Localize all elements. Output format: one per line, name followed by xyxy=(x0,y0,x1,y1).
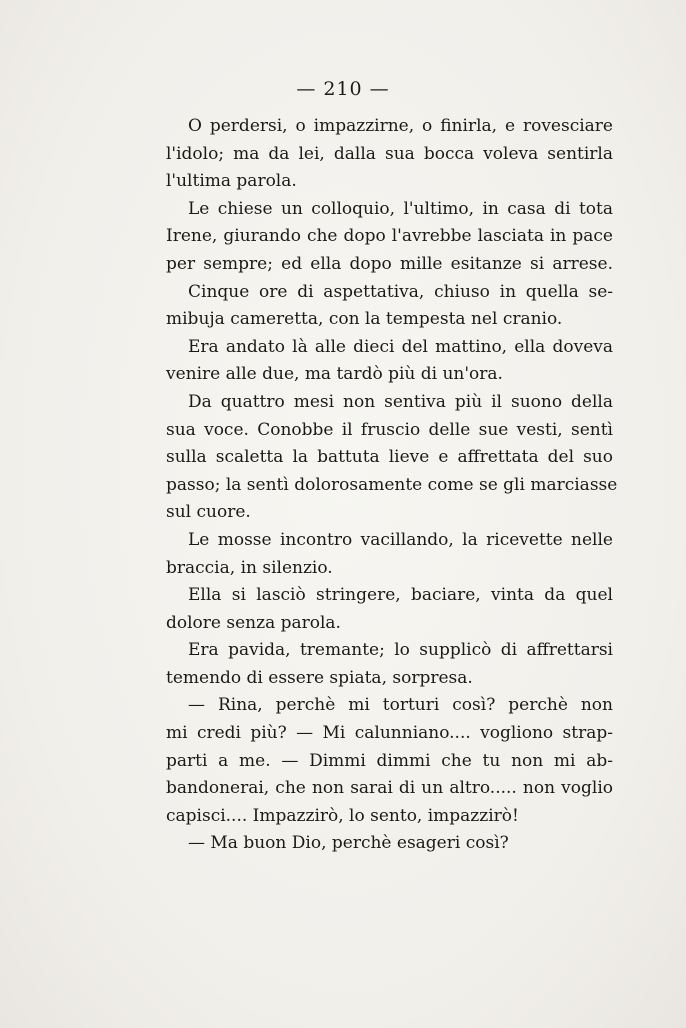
text-line: — Ma buon Dio, perchè esageri così? xyxy=(188,833,509,854)
text-line: braccia, in silenzio. xyxy=(166,557,333,578)
text-line: per sempre; ed ella dopo mille esitanze si arrese. xyxy=(166,253,613,274)
text-line: passo; la sentì dolorosamente come se gli marciasse xyxy=(166,474,618,495)
text-line: — Rina, perchè mi torturi così? perchè non xyxy=(188,695,613,716)
text-line: parti a me. — Dimmi dimmi che tu non mi ab- xyxy=(166,750,613,771)
text-line: venire alle due, ma tardò più di un'ora. xyxy=(166,364,503,385)
text-line: mi credi più? — Mi calunniano.... vogliono strap- xyxy=(166,723,613,744)
text-line: mibuja cameretta, con la tempesta nel cranio. xyxy=(166,309,563,330)
text-line: temendo di essere spiata, sorpresa. xyxy=(166,667,473,688)
text-line: Irene, giurando che dopo l'avrebbe lasciata in pace xyxy=(166,226,613,247)
text-line: Le mosse incontro vacillando, la ricevette nelle xyxy=(188,529,613,550)
text-line: Ella si lasciò stringere, baciare, vinta da quel xyxy=(188,585,613,606)
text-line: capisci.... Impazzirò, lo sento, impazzirò! xyxy=(166,805,519,826)
text-line: Le chiese un colloquio, l'ultimo, in casa di tota xyxy=(188,198,613,219)
text-line: Era andato là alle dieci del mattino, ella doveva xyxy=(188,336,613,357)
text-line: sua voce. Conobbe il fruscio delle sue vesti, sentì xyxy=(166,419,613,440)
text-line: Cinque ore di aspettativa, chiuso in quella se- xyxy=(188,281,613,302)
text-line: dolore senza parola. xyxy=(166,612,341,633)
text-line: bandonerai, che non sarai di un altro..... non voglio xyxy=(166,778,613,799)
text-line: O perdersi, o impazzirne, o finirla, e rovesciare xyxy=(188,116,613,136)
page-number: — 210 — xyxy=(296,78,390,100)
text-line: sulla scaletta la battuta lieve e affrettata del suo xyxy=(166,447,613,468)
text-line: sul cuore. xyxy=(166,502,251,523)
body-text xyxy=(166,113,618,858)
text-line: Da quattro mesi non sentiva più il suono della xyxy=(188,391,613,412)
text-line: l'ultima parola. xyxy=(166,171,297,192)
text-line: l'idolo; ma da lei, dalla sua bocca voleva sentirla xyxy=(166,143,613,164)
text-line: Era pavida, tremante; lo supplicò di affrettarsi xyxy=(188,640,613,661)
